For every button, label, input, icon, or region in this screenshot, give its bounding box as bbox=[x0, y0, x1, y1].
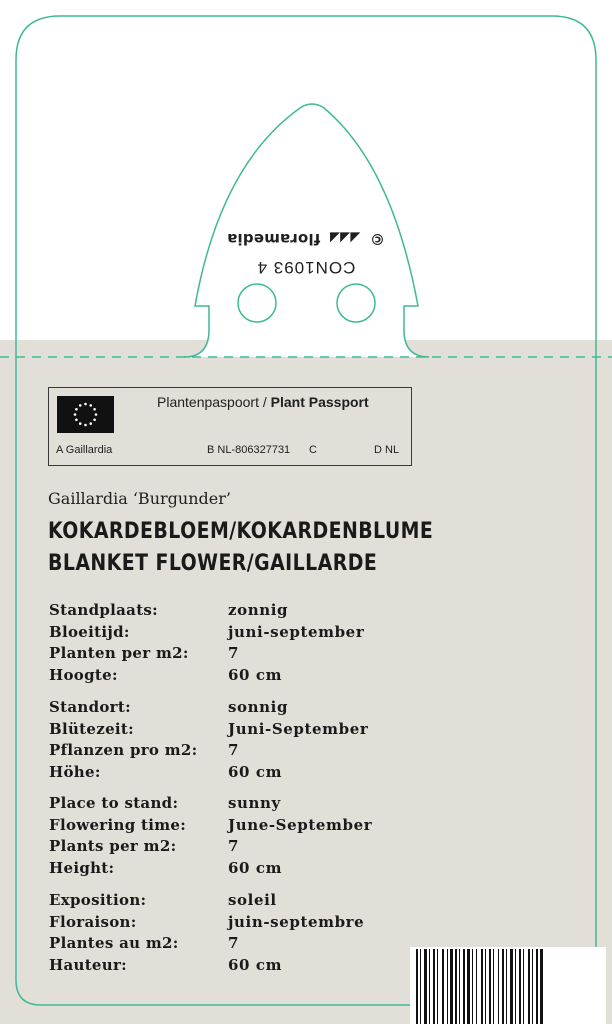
info-label: Standort: bbox=[49, 698, 131, 716]
info-value: juni-september bbox=[228, 622, 365, 641]
info-value: 7 bbox=[228, 934, 240, 952]
info-label: Exposition: bbox=[49, 891, 147, 909]
passport-title-regular: Plantenpaspoort / bbox=[157, 394, 271, 410]
info-value: soleil bbox=[228, 891, 277, 909]
barcode-bar bbox=[437, 949, 438, 1024]
barcode-bar bbox=[447, 949, 448, 1024]
floramedia-logo-icon: ◢◢◢ bbox=[329, 230, 361, 245]
info-value: 7 bbox=[228, 837, 240, 855]
barcode-bar bbox=[506, 949, 507, 1024]
common-name-line-1: KOKARDEBLOEM/KOKARDENBLUME bbox=[48, 519, 434, 544]
barcode-bar bbox=[459, 949, 460, 1024]
info-label: Plants per m2: bbox=[49, 837, 177, 855]
barcode-bar bbox=[476, 949, 477, 1024]
info-label: Place to stand: bbox=[49, 794, 179, 812]
passport-registration: B NL-806327731 bbox=[207, 444, 291, 456]
info-label: Blütezeit: bbox=[49, 719, 134, 738]
barcode-bar bbox=[532, 949, 533, 1024]
info-label: Plantes au m2: bbox=[49, 934, 179, 952]
info-label: Height: bbox=[49, 858, 115, 877]
barcode-bar bbox=[498, 949, 499, 1024]
barcode-bar bbox=[442, 949, 444, 1024]
info-value: Juni-September bbox=[228, 719, 369, 738]
info-value: sunny bbox=[228, 794, 281, 812]
barcode-bar bbox=[463, 949, 465, 1024]
barcode-bar bbox=[540, 949, 543, 1024]
barcode-bar bbox=[515, 949, 516, 1024]
info-label: Höhe: bbox=[49, 762, 101, 781]
info-value: 60 cm bbox=[228, 858, 283, 877]
info-label: Hoogte: bbox=[49, 665, 118, 684]
info-value: 7 bbox=[228, 741, 240, 759]
info-label: Standplaats: bbox=[49, 601, 159, 619]
barcode-bar bbox=[528, 949, 530, 1024]
barcode-bar bbox=[485, 949, 486, 1024]
floramedia-brand bbox=[196, 230, 416, 248]
barcode-bar bbox=[429, 949, 430, 1024]
barcode-bar bbox=[493, 949, 494, 1024]
info-value: sonnig bbox=[228, 698, 289, 716]
hanger-hole-left bbox=[238, 284, 276, 322]
barcode-bar bbox=[467, 949, 470, 1024]
barcode-bar bbox=[420, 949, 421, 1024]
passport-title-bold: Plant Passport bbox=[270, 394, 369, 410]
info-value: 60 cm bbox=[228, 665, 283, 684]
info-label: Floraison: bbox=[49, 912, 137, 931]
info-label: Flowering time: bbox=[49, 815, 187, 834]
plant-passport bbox=[48, 387, 412, 466]
barcode-bar bbox=[489, 949, 491, 1024]
barcode-bar bbox=[450, 949, 453, 1024]
barcode-bar bbox=[523, 949, 524, 1024]
barcode-bar bbox=[472, 949, 473, 1024]
brand-name: floramedia bbox=[227, 230, 321, 248]
passport-origin: D NL bbox=[374, 444, 400, 456]
passport-botanical-name: A Gaillardia bbox=[56, 444, 113, 456]
info-value: 60 cm bbox=[228, 955, 283, 974]
barcode-bar bbox=[455, 949, 457, 1024]
barcode-bar bbox=[510, 949, 513, 1024]
info-value: zonnig bbox=[228, 601, 289, 619]
botanical-name: Gaillardia ‘Burgunder’ bbox=[48, 489, 231, 508]
info-label: Hauteur: bbox=[49, 955, 128, 974]
info-label: Pflanzen pro m2: bbox=[49, 741, 198, 759]
info-value: 7 bbox=[228, 644, 240, 662]
barcode-bar bbox=[519, 949, 521, 1024]
barcode bbox=[410, 947, 606, 1024]
barcode-bar bbox=[481, 949, 483, 1024]
barcode-bar bbox=[536, 949, 538, 1024]
common-name-line-2: BLANKET FLOWER/GAILLARDE bbox=[48, 551, 378, 576]
passport-trace-code: C bbox=[309, 444, 317, 456]
info-value: 60 cm bbox=[228, 762, 283, 781]
barcode-bar bbox=[502, 949, 504, 1024]
hanger-hole-right bbox=[337, 284, 375, 322]
eu-flag-icon bbox=[57, 396, 114, 433]
info-value: juin-septembre bbox=[228, 912, 365, 931]
barcode-bar bbox=[424, 949, 427, 1024]
info-label: Bloeitijd: bbox=[49, 622, 130, 641]
tag-code: CON1093 4 bbox=[256, 258, 356, 277]
info-value: June-September bbox=[228, 815, 373, 834]
barcode-bar bbox=[433, 949, 435, 1024]
passport-title bbox=[157, 394, 369, 410]
info-label: Planten per m2: bbox=[49, 644, 189, 662]
barcode-bar bbox=[416, 949, 418, 1024]
copyright-symbol: © bbox=[369, 230, 385, 248]
